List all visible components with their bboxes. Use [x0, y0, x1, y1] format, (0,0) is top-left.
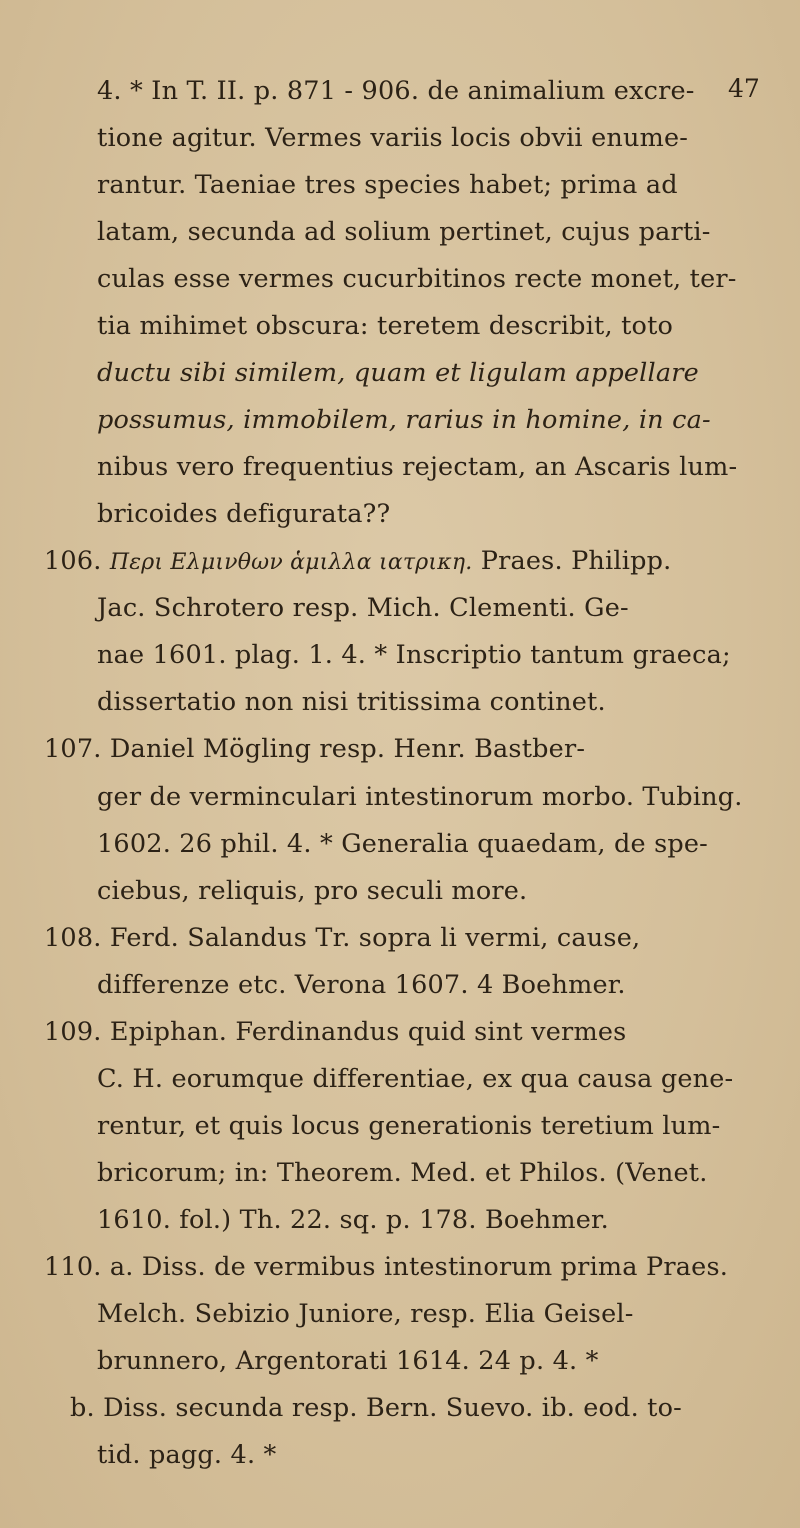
text-line: rantur. Taeniae tres species habet; prima ad [97, 170, 678, 200]
text-line: culas esse vermes cucurbitinos recte monet, ter- [97, 264, 737, 294]
text-line: bricorum; in: Theorem. Med. et Philos. (Venet. [97, 1158, 708, 1188]
text-line: tia mihimet obscura: teretem describit, toto [97, 311, 674, 341]
entry-109 [44, 1017, 626, 1047]
text-line: nibus vero frequentius rejectam, an Ascaris lum- [97, 452, 738, 482]
text-line: Ferd. Salandus Tr. sopra li vermi, cause, [109, 923, 641, 953]
text-line: a. Diss. de vermibus intestinorum prima Praes. [109, 1252, 729, 1282]
text-line: 4. * In T. II. p. 871 - 906. de animalium excre- [97, 76, 695, 106]
text-line: Daniel Mögling resp. Henr. Bastber- [109, 734, 586, 764]
text-line: rentur, et quis locus generationis teretium lum- [97, 1111, 721, 1141]
text-line: C. H. eorumque differentiae, ex qua causa gene- [97, 1064, 734, 1094]
text-line: dissertatio non nisi tritissima continet. [97, 687, 606, 717]
entry-107 [44, 734, 585, 764]
text-line: possumus, immobilem, rarius in homine, in ca- [97, 405, 711, 435]
greek-title: Περι Ελμινθων ἁμιλλα ιατρικη. [109, 550, 473, 575]
text-line: nae 1601. plag. 1. 4. * Inscriptio tantum graeca; [97, 640, 731, 670]
text-line: ductu sibi similem, quam et ligulam appellare [97, 358, 699, 388]
text-line: ciebus, reliquis, pro seculi more. [97, 876, 528, 906]
text-line: brunnero, Argentorati 1614. 24 p. 4. * [97, 1346, 599, 1376]
text-line: Epiphan. Ferdinandus quid sint vermes [109, 1017, 627, 1047]
page-number: 47 [728, 74, 760, 103]
text-line: 1610. fol.) Th. 22. sq. p. 178. Boehmer. [97, 1205, 609, 1235]
entry-number: 109. [44, 1017, 102, 1047]
text-line: 1602. 26 phil. 4. * Generalia quaedam, de spe- [97, 829, 709, 859]
entry-110 [44, 1252, 728, 1282]
text-line: tid. pagg. 4. * [97, 1440, 277, 1470]
entry-108 [44, 923, 640, 953]
entry-number: 108. [44, 923, 102, 953]
text-line: latam, secunda ad solium pertinet, cujus parti- [97, 217, 711, 247]
text-line: Jac. Schrotero resp. Mich. Clementi. Ge- [97, 593, 629, 623]
entry-number: 110. [44, 1252, 102, 1282]
text-line: b. Diss. secunda resp. Bern. Suevo. ib. eod. to- [70, 1393, 682, 1423]
text-line: Melch. Sebizio Juniore, resp. Elia Geisel- [97, 1299, 634, 1329]
text-line: ger de verminculari intestinorum morbo. Tubing. [97, 782, 743, 812]
text-line: bricoides defigurata?? [97, 499, 391, 529]
text-line: Praes. Philipp. [480, 546, 672, 576]
entry-106 [44, 546, 671, 576]
text-line: tione agitur. Vermes variis locis obvii enume- [97, 123, 689, 153]
text-line: differenze etc. Verona 1607. 4 Boehmer. [97, 970, 626, 1000]
entry-number: 106. [44, 546, 102, 576]
entry-number: 107. [44, 734, 102, 764]
